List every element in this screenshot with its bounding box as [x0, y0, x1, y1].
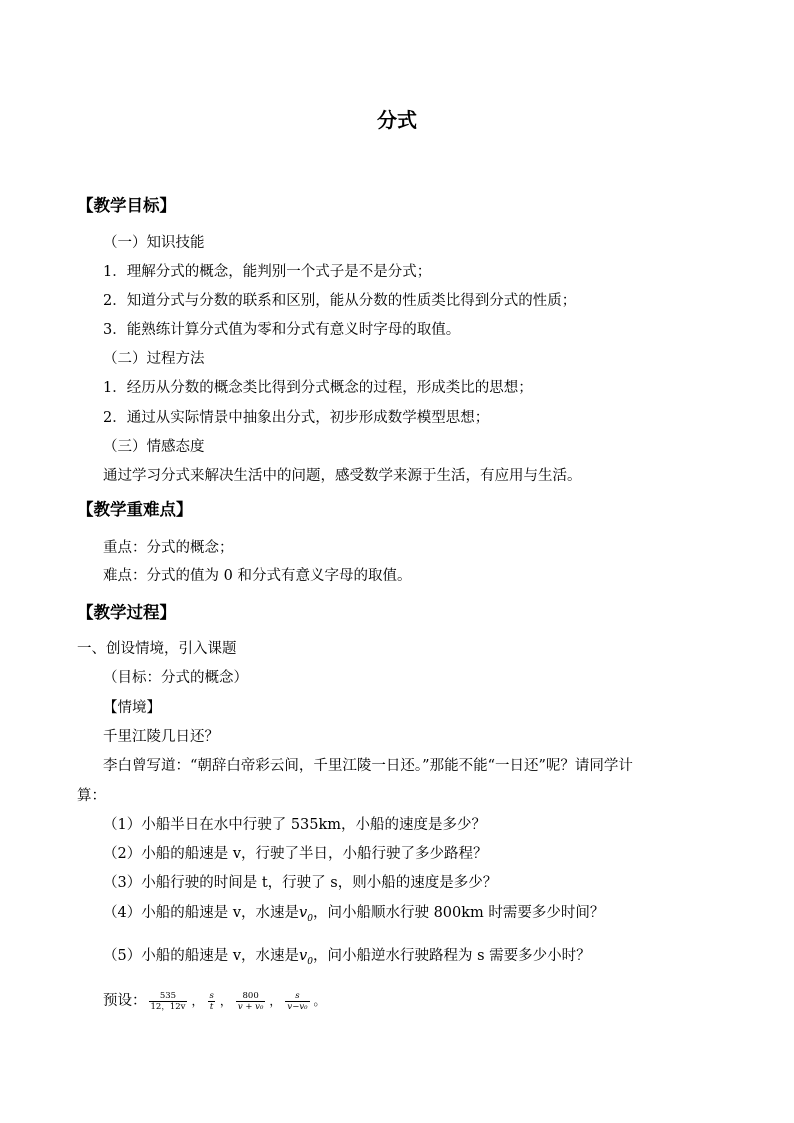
preset-fraction-2: $\frac{s}{t}$ — [209, 990, 214, 1012]
goals-item: 2．通过从实际情景中抽象出分式，初步形成数学模型思想； — [103, 410, 490, 426]
goals-section-process: （二）过程方法 — [103, 351, 205, 367]
preset-label: 预设： — [103, 993, 147, 1009]
question-5-text-b: ，问小船逆水行驶路程为 s 需要多少小时？ — [312, 948, 591, 964]
preset-fraction-3: $\frac{800}{\text{v + v₀}}$ — [237, 990, 264, 1012]
situation-paragraph-line2: 算： — [77, 788, 106, 804]
process-target: （目标：分式的概念） — [103, 670, 248, 686]
situation-question: 千里江陵几日还？ — [103, 729, 219, 745]
question-4 — [103, 903, 604, 929]
key-point: 重点：分式的概念； — [103, 540, 234, 556]
preset-fraction-1: $\frac{535}{12,12v}$ — [150, 990, 186, 1012]
goals-section-attitude: （三）情感态度 — [103, 439, 205, 455]
question-2: （2）小船的船速是 v，行驶了半日，小船行驶了多少路程？ — [103, 846, 488, 862]
situation-label: 【情境】 — [103, 700, 161, 716]
document-title: 分式 — [377, 108, 417, 132]
process-part-one: 一、创设情境，引入课题 — [77, 641, 237, 657]
v0-symbol: $v_0$ — [299, 905, 313, 924]
difficult-point: 难点：分式的值为 0 和分式有意义字母的取值。 — [103, 568, 412, 584]
goals-item: 2．知道分式与分数的联系和区别，能从分数的性质类比得到分式的性质； — [103, 293, 577, 309]
goals-item: 1．经历从分数的概念类比得到分式概念的过程，形成类比的思想； — [103, 380, 533, 396]
question-5-text-a: （5）小船的船速是 v，水速是 — [103, 948, 300, 964]
preset-fraction-4: $\frac{s}{\text{v−v₀}}$ — [287, 990, 308, 1012]
question-5 — [103, 946, 591, 972]
goals-attitude-text: 通过学习分式来解决生活中的问题，感受数学来源于生活，有应用与生活。 — [103, 468, 582, 484]
heading-teaching-goals: 【教学目标】 — [77, 196, 176, 215]
goals-item: 3．能熟练计算分式值为零和分式有意义时字母的取值。 — [103, 322, 461, 338]
goals-item: 1．理解分式的概念，能判别一个式子是不是分式； — [103, 264, 432, 280]
question-1: （1）小船半日在水中行驶了 535km，小船的速度是多少？ — [103, 817, 487, 833]
situation-paragraph-line1: 李白曾写道：“朝辞白帝彩云间，千里江陵一日还。”那能不能“一日还”呢？请同学计 — [103, 758, 633, 774]
question-4-text-a: （4）小船的船速是 v，水速是 — [103, 905, 300, 921]
v0-symbol: $v_0$ — [299, 948, 313, 967]
preset-answers: 预设： $\frac{535}{12,12v}$ ， $\frac{s}{t}$ ， $\frac{800}{\text{v + v₀}}$ ， $\frac{s}{\text{v−v₀}}$ 。 — [103, 990, 326, 1012]
heading-teaching-process: 【教学过程】 — [77, 603, 176, 622]
question-4-text-b: ，问小船顺水行驶 800km 时需要多少时间？ — [312, 905, 605, 921]
question-3: （3）小船行驶的时间是 t，行驶了 s，则小船的速度是多少？ — [103, 875, 498, 891]
goals-section-knowledge: （一）知识技能 — [103, 235, 205, 251]
heading-key-points: 【教学重难点】 — [77, 500, 193, 519]
